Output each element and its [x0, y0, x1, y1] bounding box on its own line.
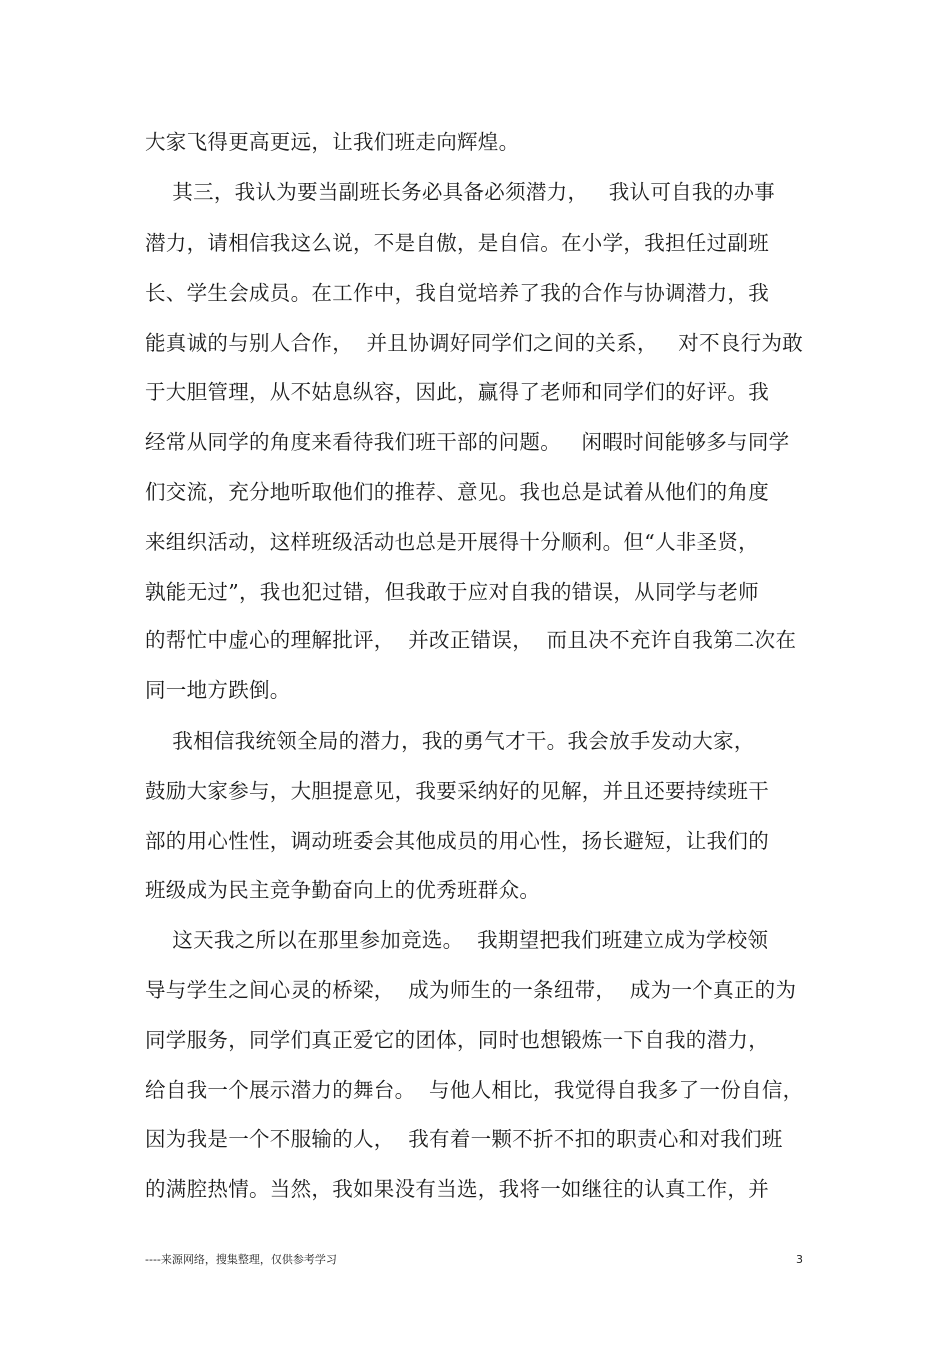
body-line: 孰能无过”，我也犯过错，但我敢于应对自我的错误，从同学与老师 [145, 580, 759, 604]
body-line: 同一地方跌倒。 [145, 678, 291, 702]
body-line: 部的用心性性，调动班委会其他成员的用心性，扬长避短，让我们的 [145, 829, 769, 853]
body-line: 我相信我统领全局的潜力，我的勇气才干。我会放手发动大家， [145, 729, 755, 753]
body-line: 导与学生之间心灵的桥梁， 成为师生的一条纽带， 成为一个真正的为 [145, 978, 797, 1002]
body-line: 这天我之所以在那里参加竞选。 我期望把我们班建立成为学校领 [145, 928, 769, 952]
body-line: 给自我一个展示潜力的舞台。 与他人相比，我觉得自我多了一份自信， [145, 1078, 804, 1102]
body-line: 同学服务，同学们真正爱它的团体，同时也想锻炼一下自我的潜力， [145, 1028, 769, 1052]
body-line: 的满腔热情。当然，我如果没有当选，我将一如继往的认真工作，并 [145, 1177, 769, 1201]
body-line: 能真诚的与别人合作， 并且协调好同学们之间的关系， 对不良行为敢 [145, 331, 804, 355]
body-line: 鼓励大家参与，大胆提意见，我要采纳好的见解，并且还要持续班干 [145, 779, 769, 803]
body-line: 其三，我认为要当副班长务必具备必须潜力， 我认可自我的办事 [145, 180, 776, 204]
body-line: 大家飞得更高更远，让我们班走向辉煌。 [145, 130, 520, 154]
body-line: 们交流，充分地听取他们的推荐、意见。我也总是试着从他们的角度 [145, 480, 769, 504]
body-line: 因为我是一个不服输的人， 我有着一颗不折不扣的职责心和对我们班 [145, 1127, 783, 1151]
page-number: 3 [796, 1253, 803, 1266]
body-line: 于大胆管理，从不姑息纵容，因此，赢得了老师和同学们的好评。我 [145, 380, 769, 404]
body-line: 班级成为民主竞争勤奋向上的优秀班群众。 [145, 878, 541, 902]
body-line: 长、学生会成员。在工作中，我自觉培养了我的合作与协调潜力，我 [145, 281, 769, 305]
body-line: 来组织活动，这样班级活动也总是开展得十分顺利。但“人非圣贤， [145, 530, 759, 554]
footer-source-note: ----来源网络，搜集整理，仅供参考学习 [145, 1253, 337, 1266]
body-line: 经常从同学的角度来看待我们班干部的问题。 闲暇时间能够多与同学 [145, 430, 790, 454]
body-line: 潜力，请相信我这么说，不是自傲，是自信。在小学，我担任过副班 [145, 231, 769, 255]
body-line: 的帮忙中虚心的理解批评， 并改正错误， 而且决不充许自我第二次在 [145, 628, 797, 652]
